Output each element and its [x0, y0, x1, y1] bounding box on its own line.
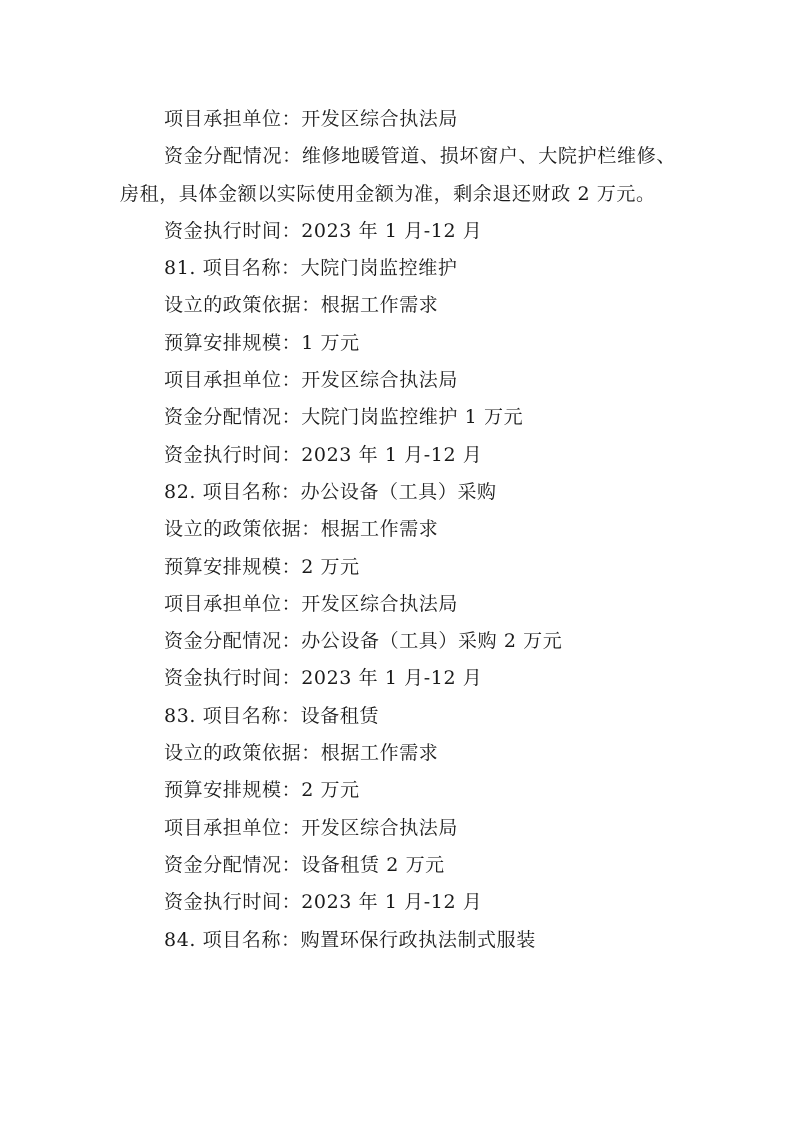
project-82-policy-basis: 设立的政策依据：根据工作需求 [164, 518, 439, 541]
project-83-policy-basis: 设立的政策依据：根据工作需求 [164, 742, 439, 765]
project-81-budget-scale: 预算安排规模：1 万元 [164, 331, 360, 354]
project-81-execution-time: 资金执行时间：2023 年 1 月-12 月 [164, 443, 483, 466]
project-83-title: 83. 项目名称：设备租赁 [164, 704, 380, 727]
document-body [120, 101, 676, 959]
project-82-undertaking-unit: 项目承担单位：开发区综合执法局 [164, 592, 459, 615]
project-82-execution-time: 资金执行时间：2023 年 1 月-12 月 [164, 667, 483, 690]
paragraph-fund-allocation: 资金分配情况：维修地暖管道、损坏窗户、大院护栏维修、房租，具体金额以实际使用金额为准，剩余退还财政 2 万元。 [120, 145, 676, 205]
project-82-budget-scale: 预算安排规模：2 万元 [164, 555, 360, 578]
paragraph-undertaking-unit: 项目承担单位：开发区综合执法局 [164, 108, 459, 130]
project-83-fund-allocation: 资金分配情况：设备租赁 2 万元 [164, 853, 445, 876]
project-82-fund-allocation: 资金分配情况：办公设备（工具）采购 2 万元 [164, 630, 563, 653]
project-82-title: 82. 项目名称：办公设备（工具）采购 [164, 480, 497, 503]
project-81-undertaking-unit: 项目承担单位：开发区综合执法局 [164, 369, 459, 392]
project-81-policy-basis: 设立的政策依据：根据工作需求 [164, 294, 439, 317]
project-83-budget-scale: 预算安排规模：2 万元 [164, 779, 360, 802]
project-84-title: 84. 项目名称：购置环保行政执法制式服装 [164, 928, 536, 951]
project-83-undertaking-unit: 项目承担单位：开发区综合执法局 [164, 816, 459, 839]
project-81-fund-allocation: 资金分配情况：大院门岗监控维护 1 万元 [164, 406, 524, 429]
project-81-title: 81. 项目名称：大院门岗监控维护 [164, 257, 458, 280]
paragraph-execution-time: 资金执行时间：2023 年 1 月-12 月 [164, 219, 483, 242]
project-83-execution-time: 资金执行时间：2023 年 1 月-12 月 [164, 891, 483, 914]
